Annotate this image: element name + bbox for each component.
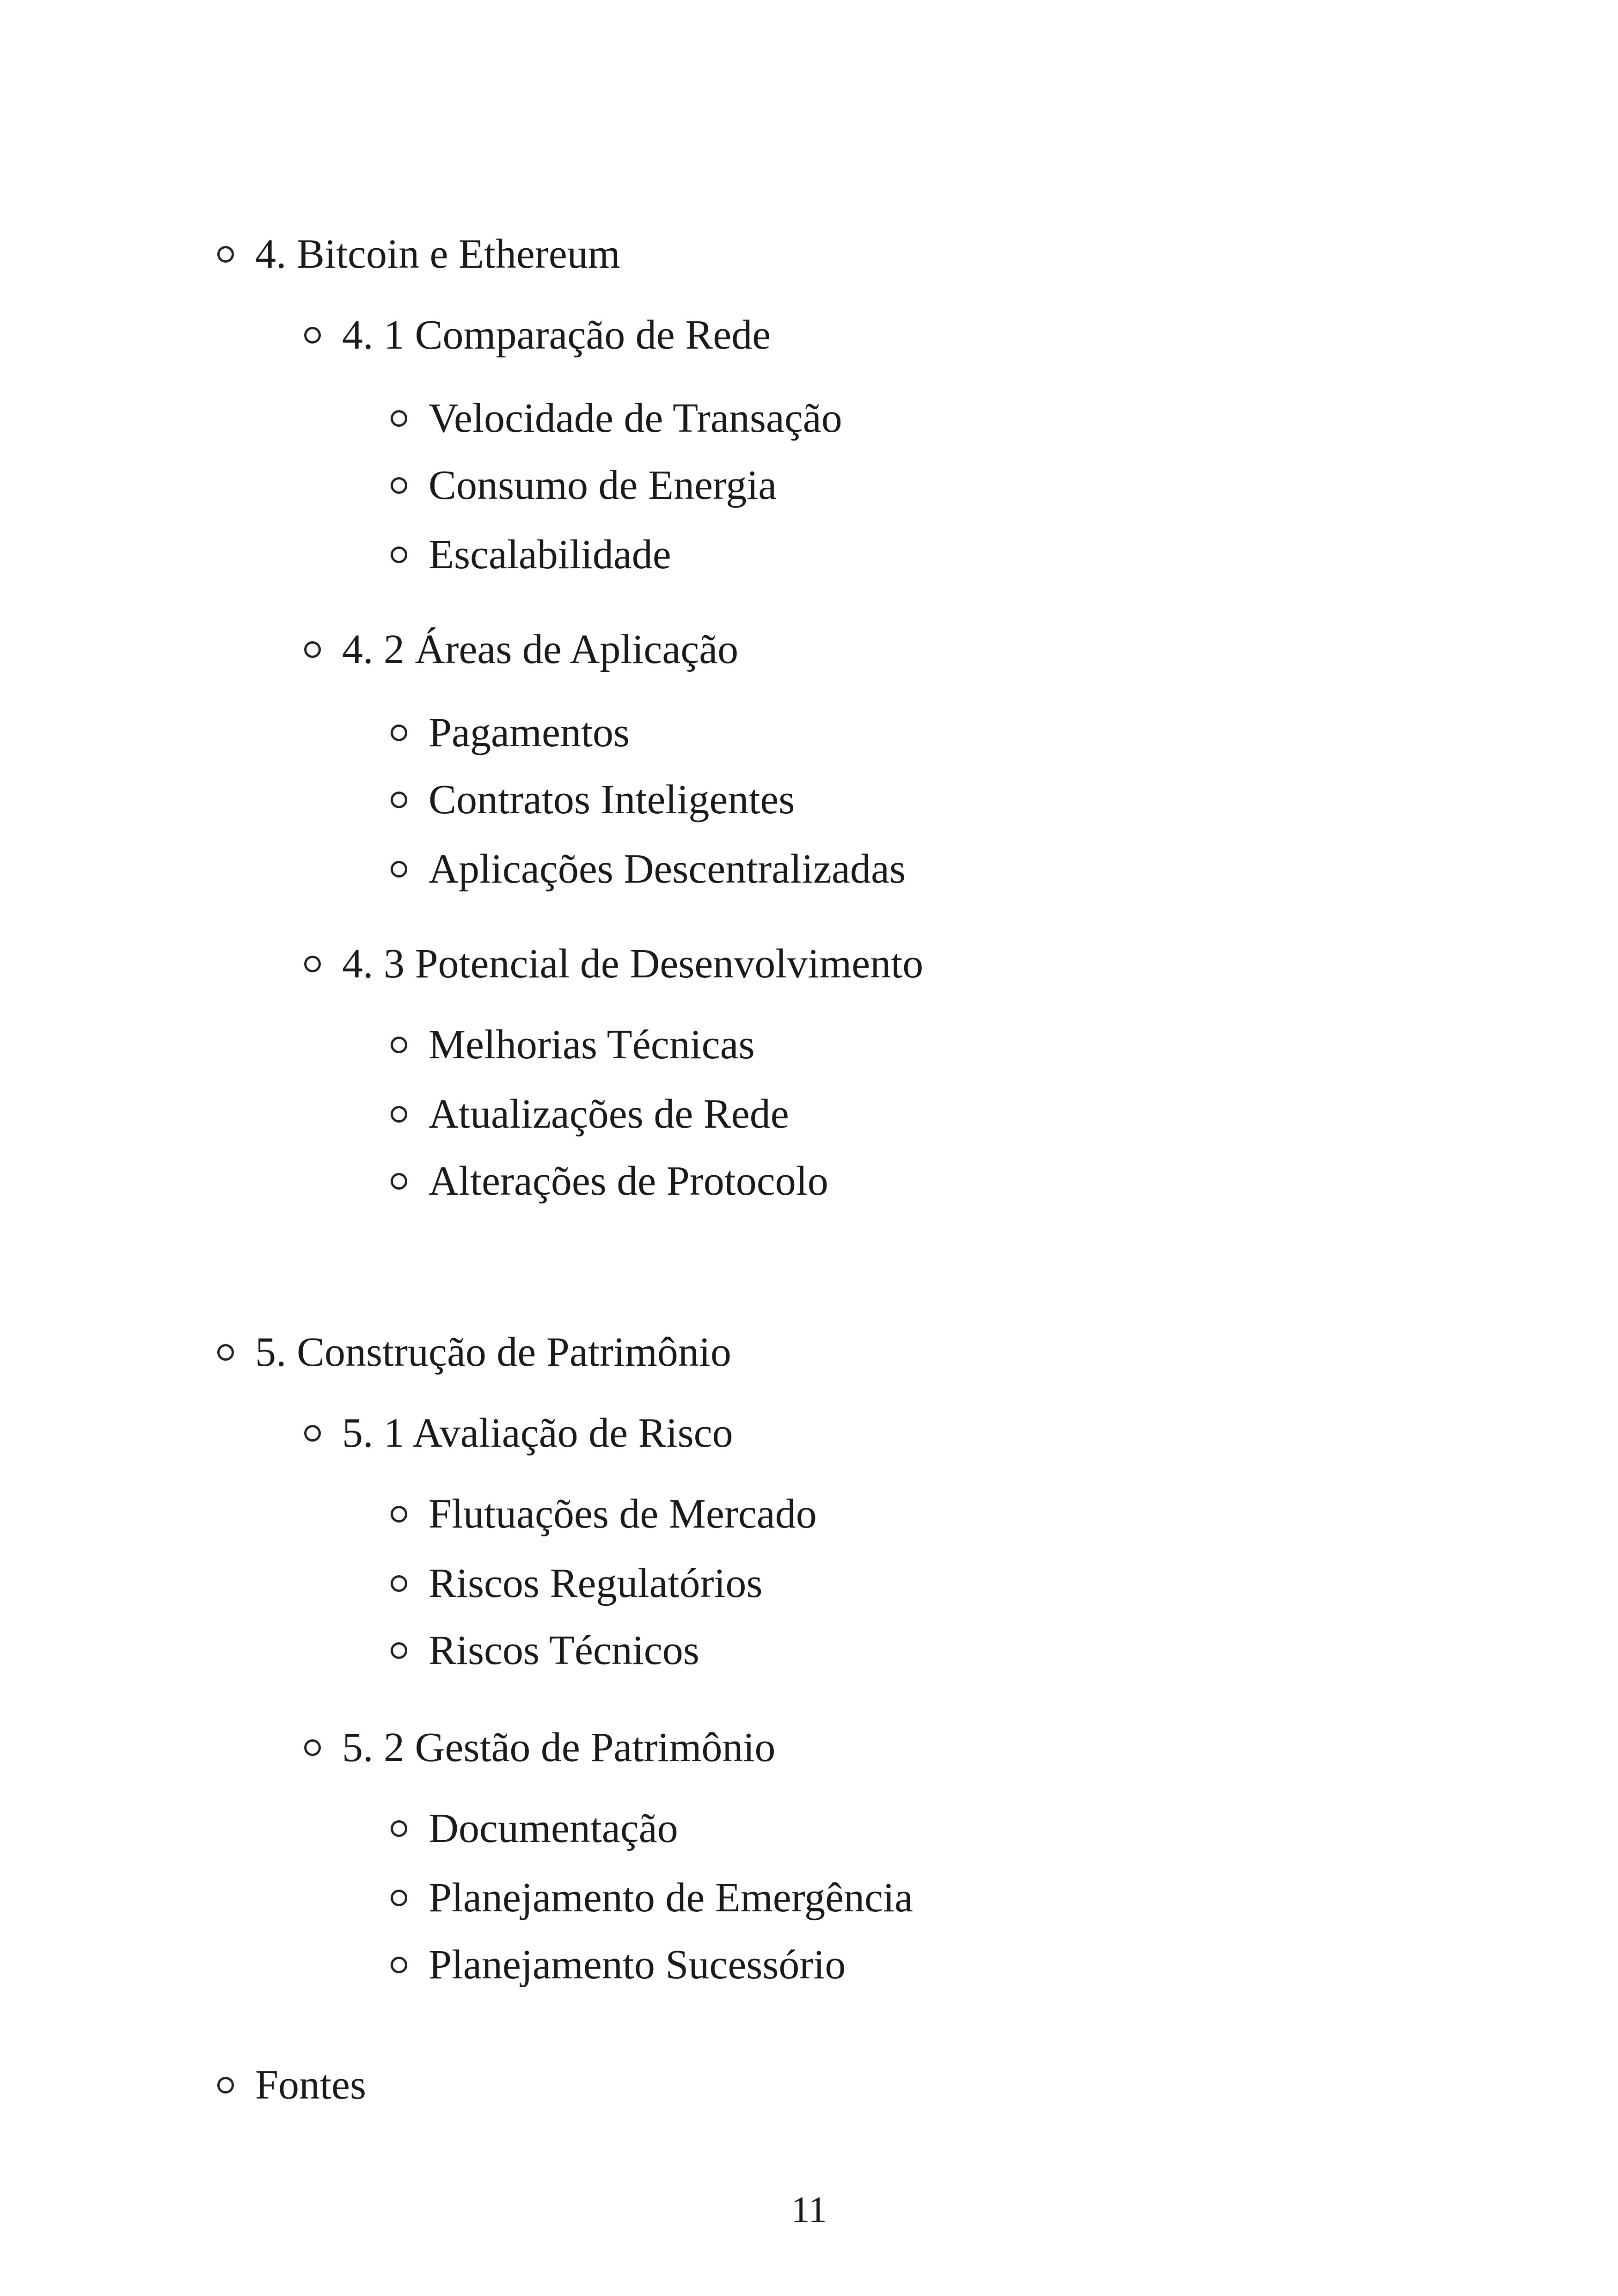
list-item	[391, 1160, 828, 1202]
outline-subsection-4-3	[304, 943, 923, 985]
list-item-label: Pagamentos	[429, 710, 630, 755]
list-item-label: Escalabilidade	[429, 532, 671, 577]
list-item	[391, 1627, 699, 1673]
list-item	[391, 395, 842, 441]
section-4-title: 4. Bitcoin e Ethereum	[255, 231, 620, 277]
list-item-label: Planejamento de Emergência	[429, 1875, 913, 1921]
hollow-bullet-icon	[217, 246, 234, 263]
list-item-label: Velocidade de Transação	[429, 395, 842, 441]
list-item	[391, 1877, 913, 1919]
hollow-bullet-icon	[304, 327, 321, 344]
list-item-label: Flutuações de Mercado	[429, 1491, 817, 1537]
hollow-bullet-icon	[391, 477, 407, 494]
list-item-label: Melhorias Técnicas	[429, 1022, 755, 1068]
list-item-label: Planejamento Sucessório	[429, 1942, 846, 1988]
subsection-4-3-title: 4. 3 Potencial de Desenvolvimento	[342, 941, 924, 987]
list-item	[391, 462, 777, 508]
hollow-bullet-icon	[391, 792, 407, 808]
hollow-bullet-icon	[391, 546, 407, 563]
list-item-label: Atualizações de Rede	[429, 1091, 789, 1137]
hollow-bullet-icon	[304, 1425, 321, 1442]
section-5-title: 5. Construção de Patrimônio	[255, 1329, 731, 1375]
list-item-label: Documentação	[429, 1805, 678, 1851]
hollow-bullet-icon	[217, 1344, 234, 1361]
outline-subsection-4-2	[304, 626, 739, 672]
hollow-bullet-icon	[391, 410, 407, 427]
hollow-bullet-icon	[304, 956, 321, 972]
outline-section-5	[217, 1329, 731, 1375]
outline-subsection-5-2	[304, 1727, 775, 1768]
hollow-bullet-icon	[217, 2077, 234, 2093]
hollow-bullet-icon	[391, 1106, 407, 1123]
list-item	[391, 1944, 846, 1986]
hollow-bullet-icon	[391, 1575, 407, 1592]
outline-subsection-5-1	[304, 1412, 733, 1454]
outline-subsection-4-1	[304, 314, 771, 356]
hollow-bullet-icon	[304, 641, 321, 658]
list-item-label: Riscos Regulatórios	[429, 1560, 763, 1606]
list-item	[391, 779, 795, 821]
hollow-bullet-icon	[391, 724, 407, 741]
outline-sources	[217, 2064, 366, 2106]
page-number: 11	[791, 2190, 827, 2230]
list-item	[391, 1024, 755, 1066]
list-item-label: Contratos Inteligentes	[429, 777, 795, 823]
list-item	[391, 1805, 678, 1851]
list-item	[391, 1493, 817, 1535]
list-item	[391, 712, 630, 754]
list-item-label: Alterações de Protocolo	[429, 1158, 828, 1204]
subsection-4-1-title: 4. 1 Comparação de Rede	[342, 312, 771, 358]
hollow-bullet-icon	[304, 1739, 321, 1756]
list-item	[391, 534, 671, 576]
hollow-bullet-icon	[391, 1957, 407, 1973]
hollow-bullet-icon	[391, 1173, 407, 1190]
list-item	[391, 1093, 789, 1135]
subsection-5-2-title: 5. 2 Gestão de Patrimônio	[342, 1725, 776, 1770]
hollow-bullet-icon	[391, 1890, 407, 1906]
hollow-bullet-icon	[391, 1642, 407, 1659]
sources-title: Fontes	[255, 2062, 367, 2108]
subsection-5-1-title: 5. 1 Avaliação de Risco	[342, 1410, 733, 1456]
hollow-bullet-icon	[391, 1820, 407, 1837]
list-item-label: Riscos Técnicos	[429, 1627, 699, 1673]
list-item-label: Aplicações Descentralizadas	[429, 846, 906, 892]
hollow-bullet-icon	[391, 1037, 407, 1053]
list-item	[391, 848, 906, 890]
hollow-bullet-icon	[391, 1506, 407, 1522]
list-item	[391, 1560, 763, 1606]
subsection-4-2-title: 4. 2 Áreas de Aplicação	[342, 626, 739, 672]
list-item-label: Consumo de Energia	[429, 462, 777, 508]
hollow-bullet-icon	[391, 861, 407, 878]
outline-section-4	[217, 233, 620, 275]
